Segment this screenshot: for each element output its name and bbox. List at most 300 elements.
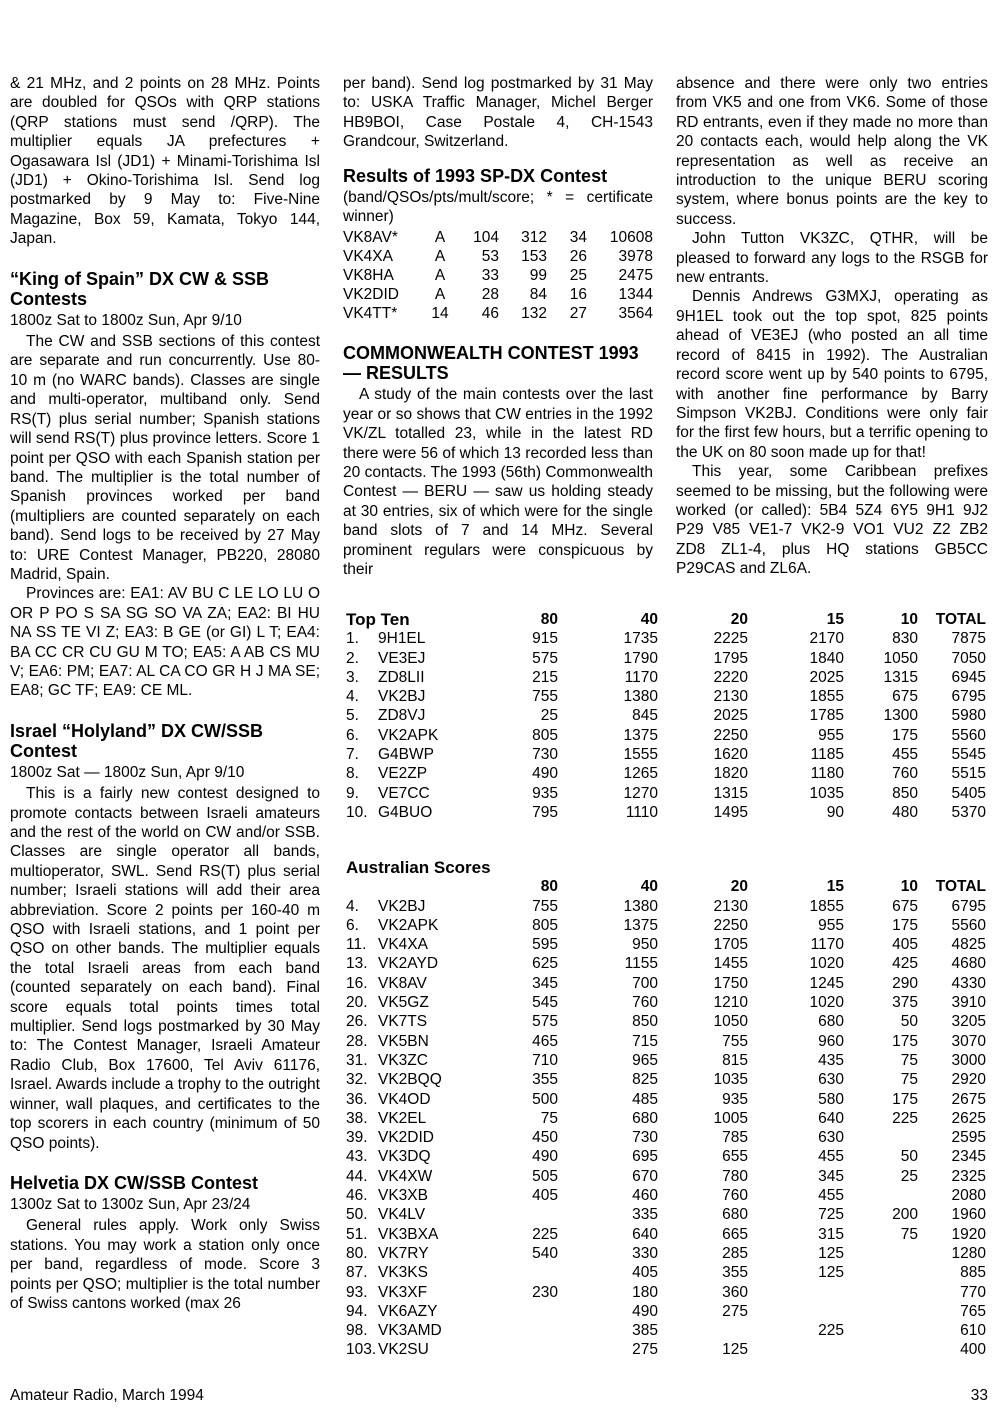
spain-provinces: Provinces are: EA1: AV BU C LE LO LU O OR P PO S SA SG SO VA ZA; EA2: BI HU NA SS TE VI Z; EA3: B GE (or GI) L T; EA4: BA CC CR CU GU M TO; EA5: A AB CS MU V; EA6: PM; EA7: AL CA CO GR H J MA SE; EA8; GC TF; EA9: CE ML. bbox=[10, 585, 320, 700]
prefixes-paragraph: This year, some Caribbean prefixes seemed to be missing, but the following were worked (or called): 5B4 5Z4 6Y5 9H1 9J2 P29 V85 VE1-7 VK2-9 VO1 VU2 Z2 ZB2 ZD8 ZL1-4, plus HQ stations GB5CC P29CAS and ZL6A. bbox=[676, 463, 988, 578]
score-cell: 715 bbox=[632, 1032, 658, 1050]
rank-cell: 44. bbox=[346, 1167, 368, 1185]
score-cell: 315 bbox=[818, 1225, 844, 1243]
score-row bbox=[346, 1263, 986, 1282]
score-cell: 1185 bbox=[810, 746, 844, 764]
score-cell: 5405 bbox=[951, 784, 986, 802]
score-row bbox=[346, 687, 986, 706]
rank-cell: 2. bbox=[346, 649, 359, 667]
score-cell: 665 bbox=[722, 1225, 748, 1243]
score-cell: 2595 bbox=[951, 1129, 986, 1147]
rank-cell: 98. bbox=[346, 1322, 368, 1340]
score-cell: 490 bbox=[532, 765, 558, 783]
score-cell: 175 bbox=[892, 1090, 918, 1108]
score-cell: 640 bbox=[632, 1225, 658, 1243]
score-cell: 1735 bbox=[623, 630, 658, 648]
score-cell: 3000 bbox=[951, 1051, 986, 1069]
score-row bbox=[346, 1340, 986, 1359]
callsign-cell: VK2BQQ bbox=[378, 1071, 442, 1089]
callsign-cell: G4BUO bbox=[378, 803, 433, 821]
score-cell: 1300 bbox=[883, 707, 918, 725]
rank-cell: 6. bbox=[346, 726, 359, 744]
score-cell: 490 bbox=[632, 1302, 658, 1320]
header-80: 80 bbox=[540, 611, 558, 628]
rank-cell: 87. bbox=[346, 1264, 368, 1282]
header-80: 80 bbox=[540, 878, 558, 896]
score-cell: 500 bbox=[532, 1090, 558, 1108]
score-cell: 2920 bbox=[951, 1071, 986, 1089]
score-cell: 1375 bbox=[623, 916, 658, 934]
score-cell: 405 bbox=[892, 936, 918, 954]
callsign-cell: VK7RY bbox=[378, 1244, 429, 1262]
score-cell: 2675 bbox=[951, 1090, 986, 1108]
rank-cell: 6. bbox=[346, 916, 359, 934]
logs-paragraph: John Tutton VK3ZC, QTHR, will be pleased to forward any logs to the RSGB for new entrants. bbox=[676, 230, 988, 287]
score-cell: 455 bbox=[892, 746, 918, 764]
spdx-results-table bbox=[343, 228, 653, 323]
score-cell: 1245 bbox=[809, 974, 844, 992]
callsign-cell: VK4XA bbox=[343, 248, 393, 266]
top-ten-table bbox=[346, 610, 986, 822]
score-cell: 75 bbox=[540, 1109, 558, 1127]
score-cell: 785 bbox=[722, 1129, 748, 1147]
callsign-cell: VK3XF bbox=[378, 1283, 428, 1301]
score-cell bbox=[844, 1244, 918, 1263]
score-cell: 825 bbox=[632, 1071, 658, 1089]
score-cell: 1020 bbox=[809, 955, 844, 973]
score-cell bbox=[478, 1263, 558, 1282]
score-cell: 6945 bbox=[951, 668, 986, 686]
score-cell: 125 bbox=[722, 1341, 748, 1359]
score-cell: 675 bbox=[892, 688, 918, 706]
score-cell: 455 bbox=[818, 1187, 844, 1205]
score-row bbox=[346, 764, 986, 783]
callsign-cell: VK3ZC bbox=[378, 1051, 428, 1069]
header-15: 15 bbox=[826, 878, 844, 896]
value-cell: 26 bbox=[569, 248, 587, 266]
score-cell: 935 bbox=[722, 1090, 748, 1108]
score-row bbox=[346, 1032, 986, 1051]
score-cell: 4330 bbox=[951, 974, 986, 992]
callsign-cell: VK8HA bbox=[343, 267, 394, 285]
score-cell: 1820 bbox=[713, 765, 748, 783]
callsign-cell: VK8AV bbox=[378, 974, 427, 992]
score-cell: 1455 bbox=[713, 955, 748, 973]
callsign-cell: VK3KS bbox=[378, 1264, 428, 1282]
score-row bbox=[346, 1205, 986, 1224]
score-cell: 1790 bbox=[623, 649, 658, 667]
score-cell: 25 bbox=[900, 1167, 918, 1185]
score-cell bbox=[844, 1340, 918, 1359]
value-cell: 14 bbox=[431, 305, 449, 323]
rank-cell: 11. bbox=[346, 936, 367, 954]
score-cell: 955 bbox=[818, 916, 844, 934]
score-cell bbox=[748, 1283, 844, 1302]
score-cell: 1050 bbox=[883, 649, 918, 667]
score-cell: 405 bbox=[532, 1187, 558, 1205]
callsign-cell: VE2ZP bbox=[378, 765, 428, 783]
score-cell: 655 bbox=[722, 1148, 748, 1166]
score-cell: 1495 bbox=[713, 803, 748, 821]
callsign-cell: VK2EL bbox=[378, 1109, 427, 1127]
value-cell: A bbox=[434, 229, 446, 247]
header-total: TOTAL bbox=[935, 611, 986, 628]
score-cell: 375 bbox=[892, 994, 918, 1012]
score-cell: 405 bbox=[632, 1264, 658, 1282]
commonwealth-continued: absence and there were only two entries from VK5 and one from VK6. Some of those RD entrants, even if they made no more than 20 contacts each, would help along the VK representation as well as receive an introduction to the unique BERU scoring system, where bonus points are the key to success. bbox=[676, 75, 988, 228]
score-cell: 2080 bbox=[951, 1187, 986, 1205]
score-cell: 425 bbox=[892, 955, 918, 973]
spain-contest-heading: “King of Spain” DX CW & SSB Contests bbox=[10, 268, 269, 309]
score-cell: 330 bbox=[632, 1244, 658, 1262]
rank-cell: 94. bbox=[346, 1302, 368, 1320]
australian-title-row bbox=[346, 858, 986, 877]
score-row bbox=[346, 1051, 986, 1070]
score-cell: 955 bbox=[818, 726, 844, 744]
score-cell: 2025 bbox=[713, 707, 748, 725]
score-cell: 1380 bbox=[623, 897, 658, 915]
score-row bbox=[346, 993, 986, 1012]
spdx-row bbox=[343, 266, 653, 285]
score-cell: 2345 bbox=[951, 1148, 986, 1166]
spdx-results-heading: Results of 1993 SP-DX Contest bbox=[343, 165, 608, 186]
score-cell: 935 bbox=[532, 784, 558, 802]
score-cell: 830 bbox=[892, 630, 918, 648]
rank-cell: 7. bbox=[346, 746, 359, 764]
score-cell: 1170 bbox=[624, 668, 658, 686]
score-cell: 2130 bbox=[713, 688, 748, 706]
spain-contest-rules: The CW and SSB sections of this contest are separate and run concurrently. Use 80-10 m (no WARC bands). Classes are single and multi-operator, multiband only. Send RS(T) plus serial number; Spanish stations will send RS(T) plus province letters. Score 1 point per QSO with each Spanish station per band. The multiplier is the total number of Spanish provinces worked per band (multipliers are counted separately on each band). Send logs to be received by 27 May to: URE Contest Manager, PB220, 28080 Madrid, Spain. bbox=[10, 333, 320, 583]
score-cell: 950 bbox=[632, 936, 658, 954]
rank-cell: 26. bbox=[346, 1013, 368, 1031]
score-cell: 675 bbox=[892, 897, 918, 915]
top-ten-header-row bbox=[346, 610, 986, 629]
score-cell: 225 bbox=[532, 1225, 558, 1243]
score-row bbox=[346, 1070, 986, 1089]
value-cell: 1344 bbox=[618, 286, 653, 304]
score-cell: 345 bbox=[818, 1167, 844, 1185]
score-cell: 1270 bbox=[623, 784, 658, 802]
score-cell: 730 bbox=[632, 1129, 658, 1147]
australian-scores-title: Australian Scores bbox=[346, 858, 491, 877]
score-cell: 125 bbox=[818, 1264, 844, 1282]
value-cell: 153 bbox=[521, 248, 547, 266]
score-cell: 1380 bbox=[623, 688, 658, 706]
score-row bbox=[346, 1128, 986, 1147]
rank-cell: 43. bbox=[346, 1148, 368, 1166]
spain-contest-time: 1800z Sat to 1800z Sun, Apr 9/10 bbox=[10, 311, 242, 329]
australian-header-row bbox=[346, 877, 986, 896]
rank-cell: 39. bbox=[346, 1129, 368, 1147]
score-cell: 5545 bbox=[951, 746, 986, 764]
value-cell: 3564 bbox=[618, 305, 653, 323]
callsign-cell: VK2AYD bbox=[378, 955, 439, 973]
score-cell: 965 bbox=[632, 1051, 658, 1069]
score-cell: 50 bbox=[900, 1148, 918, 1166]
score-cell: 1110 bbox=[625, 803, 658, 821]
score-cell: 6795 bbox=[951, 688, 986, 706]
score-cell: 465 bbox=[532, 1032, 558, 1050]
score-cell: 75 bbox=[900, 1051, 918, 1069]
score-cell: 275 bbox=[632, 1341, 658, 1359]
score-cell: 215 bbox=[532, 668, 558, 686]
commonwealth-paragraph: A study of the main contests over the last year or so shows that CW entries in the 1992 VK/ZL totalled 23, while in the latest RD there were 56 of which 13 recorded less than 20 contacts. The 1993 (56th) Commonwealth Contest — BERU — saw us holding steady at 30 entries, six of which were for the single band slots of 7 and 14 MHz. Several prominent regulars were conspicuous by their bbox=[343, 386, 653, 579]
spdx-row bbox=[343, 247, 653, 266]
score-cell: 25 bbox=[540, 707, 558, 725]
callsign-cell: VK7TS bbox=[378, 1013, 428, 1031]
callsign-cell: VK4OD bbox=[378, 1090, 431, 1108]
header-20: 20 bbox=[730, 611, 748, 628]
score-cell: 4825 bbox=[951, 936, 986, 954]
score-row bbox=[346, 1090, 986, 1109]
spdx-legend: (band/QSOs/pts/mult/score; * = certificate winner) bbox=[343, 188, 653, 226]
score-cell: 850 bbox=[892, 784, 918, 802]
callsign-cell: VE3EJ bbox=[378, 649, 426, 667]
score-cell: 5515 bbox=[951, 765, 986, 783]
score-cell: 755 bbox=[532, 688, 558, 706]
rank-cell: 50. bbox=[346, 1206, 368, 1224]
rank-cell: 10. bbox=[346, 803, 368, 821]
score-cell: 75 bbox=[900, 1225, 918, 1243]
callsign-cell: VK4XA bbox=[378, 936, 428, 954]
score-cell: 1785 bbox=[809, 707, 844, 725]
rank-cell: 103. bbox=[346, 1341, 377, 1359]
score-cell: 545 bbox=[532, 994, 558, 1012]
score-cell bbox=[478, 1321, 558, 1340]
score-cell: 180 bbox=[632, 1283, 658, 1301]
value-cell: 84 bbox=[529, 286, 547, 304]
score-cell bbox=[478, 1302, 558, 1321]
callsign-cell: VK5GZ bbox=[378, 994, 429, 1012]
value-cell: A bbox=[434, 248, 446, 266]
score-cell: 630 bbox=[818, 1129, 844, 1147]
rank-cell: 51. bbox=[346, 1225, 368, 1243]
callsign-cell: VK4TT* bbox=[343, 305, 398, 323]
score-row bbox=[346, 1302, 986, 1321]
score-cell: 1180 bbox=[810, 765, 844, 783]
helvetia-contest-rules: General rules apply. Work only Swiss stations. You may work a station only once per band, regardless of mode. Score 3 points per QSO; multiplier is the total number of Swiss cantons worked (max 26 bbox=[10, 1217, 320, 1312]
score-cell: 4680 bbox=[951, 955, 986, 973]
score-cell: 755 bbox=[532, 897, 558, 915]
callsign-cell: VK2APK bbox=[378, 726, 439, 744]
callsign-cell: G4BWP bbox=[378, 746, 434, 764]
score-cell: 175 bbox=[892, 1032, 918, 1050]
score-row bbox=[346, 668, 986, 687]
callsign-cell: VK2APK bbox=[378, 916, 439, 934]
column-3 bbox=[676, 74, 988, 579]
value-cell: 3978 bbox=[618, 248, 653, 266]
helvetia-contest-heading: Helvetia DX CW/SSB Contest bbox=[10, 1172, 259, 1193]
score-cell: 3070 bbox=[951, 1032, 986, 1050]
score-cell: 1035 bbox=[809, 784, 844, 802]
value-cell: A bbox=[434, 267, 446, 285]
helvetia-contest-time: 1300z Sat to 1300z Sun, Apr 23/24 bbox=[10, 1195, 251, 1213]
score-cell: 1035 bbox=[713, 1071, 748, 1089]
score-cell: 7050 bbox=[951, 649, 986, 667]
callsign-cell: VK4LV bbox=[378, 1206, 426, 1224]
score-cell: 1210 bbox=[713, 994, 748, 1012]
score-cell: 1555 bbox=[623, 746, 658, 764]
score-row bbox=[346, 935, 986, 954]
score-cell: 725 bbox=[818, 1206, 844, 1224]
value-cell: 16 bbox=[569, 286, 587, 304]
score-cell: 175 bbox=[892, 916, 918, 934]
header-40: 40 bbox=[640, 611, 658, 628]
israel-contest-heading: Israel “Holyland” DX CW/SSB Contest bbox=[10, 720, 264, 761]
score-cell: 730 bbox=[532, 746, 558, 764]
header-10: 10 bbox=[900, 611, 918, 628]
top-ten-title: Top Ten bbox=[346, 610, 410, 629]
score-cell: 455 bbox=[818, 1148, 844, 1166]
score-cell: 7875 bbox=[951, 630, 986, 648]
callsign-cell: VK2DID bbox=[343, 286, 399, 304]
score-row bbox=[346, 1167, 986, 1186]
score-cell: 490 bbox=[532, 1148, 558, 1166]
value-cell: 104 bbox=[473, 229, 499, 247]
rank-cell: 13. bbox=[346, 955, 368, 973]
score-cell: 175 bbox=[892, 726, 918, 744]
score-row bbox=[346, 1186, 986, 1205]
score-cell: 1280 bbox=[951, 1244, 986, 1262]
score-cell bbox=[844, 1263, 918, 1282]
value-cell: 312 bbox=[521, 229, 547, 247]
header-10: 10 bbox=[900, 878, 918, 896]
top-spot-paragraph: Dennis Andrews G3MXJ, operating as 9H1EL took out the top spot, 825 points ahead of VE3EJ (who posted an all time record of 8415 in 1992). The Australian record score went up by 540 points to 6795, with another fine performance by Barry Simpson VK2BJ. Conditions were only fair for the first few hours, but a terrific opening to the UK on 80 soon made up for that! bbox=[676, 288, 988, 461]
footer-publication: Amateur Radio, March 1994 bbox=[10, 1387, 204, 1404]
score-cell: 2250 bbox=[713, 916, 748, 934]
score-cell bbox=[478, 1205, 558, 1224]
score-row bbox=[346, 1283, 986, 1302]
score-cell: 680 bbox=[722, 1206, 748, 1224]
value-cell: 132 bbox=[521, 305, 547, 323]
score-cell: 345 bbox=[532, 974, 558, 992]
intro-paragraph: & 21 MHz, and 2 points on 28 MHz. Points are doubled for QSOs with QRP stations (QRP stations must send /QRP). The multiplier equals JA prefectures + Ogasawara Isl (JD1) + Minami-Torishima Isl (JD1) + Okino-Torishima Isl. Send log postmarked by 9 May to: Five-Nine Magazine, Box 59, Kamata, Tokyo 144, Japan. bbox=[10, 75, 320, 248]
israel-contest-rules: This is a fairly new contest designed to promote contacts between Israeli amateurs and the rest of the world on CW and/or SSB. Classes are single operator all bands, multioperator, SWL. Send RS(T) plus serial number; Israeli stations will add their area abbreviation. Score 2 points per 160-40 m QSO with Israeli stations, and 1 point per QSO on other bands. The multiplier equals the total Israeli areas from each band (counted separately on each band). Final score equals total points times total multiplier. Send logs postmarked by 30 May to: The Contest Manager, Israeli Amateur Radio Club, Box 17600, Tel Aviv 61176, Israel. Awards include a trophy to the outright winner, wall plaques, and certificates to the top scorers in each country (minimum of 50 QSO points). bbox=[10, 785, 320, 1152]
score-row bbox=[346, 706, 986, 725]
score-cell: 3205 bbox=[951, 1013, 986, 1031]
spdx-row bbox=[343, 304, 653, 323]
score-cell: 1050 bbox=[713, 1013, 748, 1031]
callsign-cell: VK2BJ bbox=[378, 688, 426, 706]
score-cell: 75 bbox=[900, 1071, 918, 1089]
value-cell: 33 bbox=[481, 267, 499, 285]
score-cell: 3910 bbox=[951, 994, 986, 1012]
score-cell: 385 bbox=[632, 1322, 658, 1340]
callsign-cell: VK5BN bbox=[378, 1032, 429, 1050]
callsign-cell: VK2SU bbox=[378, 1341, 429, 1359]
score-cell: 230 bbox=[532, 1283, 558, 1301]
score-cell: 360 bbox=[722, 1283, 748, 1301]
value-cell: 99 bbox=[529, 267, 547, 285]
rank-cell: 31. bbox=[346, 1051, 368, 1069]
score-cell: 625 bbox=[532, 955, 558, 973]
score-cell bbox=[748, 1302, 844, 1321]
score-row bbox=[346, 897, 986, 916]
score-row bbox=[346, 1244, 986, 1263]
score-cell: 640 bbox=[818, 1109, 844, 1127]
callsign-cell: VK3BXA bbox=[378, 1225, 439, 1243]
score-cell bbox=[844, 1302, 918, 1321]
callsign-cell: 9H1EL bbox=[378, 630, 426, 648]
value-cell: 53 bbox=[481, 248, 499, 266]
footer-page-number: 33 bbox=[970, 1387, 988, 1404]
israel-contest-time: 1800z Sat — 1800z Sun, Apr 9/10 bbox=[10, 763, 245, 781]
score-cell: 575 bbox=[532, 1013, 558, 1031]
score-cell: 700 bbox=[632, 974, 658, 992]
score-cell: 580 bbox=[818, 1090, 844, 1108]
score-cell: 1170 bbox=[810, 936, 844, 954]
score-cell: 760 bbox=[892, 765, 918, 783]
spdx-row bbox=[343, 228, 653, 247]
callsign-cell: VK6AZY bbox=[378, 1302, 438, 1320]
score-cell: 680 bbox=[632, 1109, 658, 1127]
score-cell: 1315 bbox=[713, 784, 748, 802]
score-cell: 1750 bbox=[713, 974, 748, 992]
score-cell: 2170 bbox=[809, 630, 844, 648]
score-cell: 2220 bbox=[713, 668, 748, 686]
rank-cell: 93. bbox=[346, 1283, 368, 1301]
score-cell: 5370 bbox=[951, 803, 986, 821]
spdx-row bbox=[343, 285, 653, 304]
header-40: 40 bbox=[640, 878, 658, 896]
score-cell: 680 bbox=[818, 1013, 844, 1031]
rank-cell: 1. bbox=[346, 630, 359, 648]
score-cell: 2250 bbox=[713, 726, 748, 744]
score-cell: 695 bbox=[632, 1148, 658, 1166]
rank-cell: 46. bbox=[346, 1187, 368, 1205]
score-cell: 805 bbox=[532, 916, 558, 934]
rank-cell: 80. bbox=[346, 1244, 368, 1262]
score-row bbox=[346, 803, 986, 822]
score-cell bbox=[844, 1283, 918, 1302]
score-cell: 795 bbox=[532, 803, 558, 821]
callsign-cell: ZD8LII bbox=[378, 668, 425, 686]
score-cell: 435 bbox=[818, 1051, 844, 1069]
score-cell: 1960 bbox=[951, 1206, 986, 1224]
score-cell: 275 bbox=[722, 1302, 748, 1320]
callsign-cell: VK4XW bbox=[378, 1167, 433, 1185]
value-cell: 25 bbox=[569, 267, 587, 285]
score-cell: 5560 bbox=[951, 916, 986, 934]
score-cell: 1855 bbox=[809, 897, 844, 915]
callsign-cell: VK3AMD bbox=[378, 1322, 442, 1340]
score-cell: 1020 bbox=[809, 994, 844, 1012]
score-row bbox=[346, 1147, 986, 1166]
rank-cell: 32. bbox=[346, 1071, 368, 1089]
score-row bbox=[346, 1109, 986, 1128]
score-cell: 355 bbox=[722, 1264, 748, 1282]
rank-cell: 5. bbox=[346, 707, 359, 725]
rank-cell: 8. bbox=[346, 765, 359, 783]
callsign-cell: VK3XB bbox=[378, 1187, 428, 1205]
score-cell: 6795 bbox=[951, 897, 986, 915]
header-20: 20 bbox=[730, 878, 748, 896]
value-cell: A bbox=[434, 286, 446, 304]
score-cell: 760 bbox=[632, 994, 658, 1012]
score-cell: 2625 bbox=[951, 1109, 986, 1127]
score-cell: 1375 bbox=[623, 726, 658, 744]
score-cell: 200 bbox=[892, 1206, 918, 1224]
column-1 bbox=[10, 74, 320, 1313]
score-cell: 2130 bbox=[713, 897, 748, 915]
score-cell: 885 bbox=[960, 1264, 986, 1282]
score-cell bbox=[844, 1128, 918, 1147]
score-cell: 50 bbox=[900, 1013, 918, 1031]
rank-cell: 9. bbox=[346, 784, 359, 802]
score-cell: 1155 bbox=[624, 955, 658, 973]
score-cell: 400 bbox=[960, 1341, 986, 1359]
rank-cell: 20. bbox=[346, 994, 368, 1012]
